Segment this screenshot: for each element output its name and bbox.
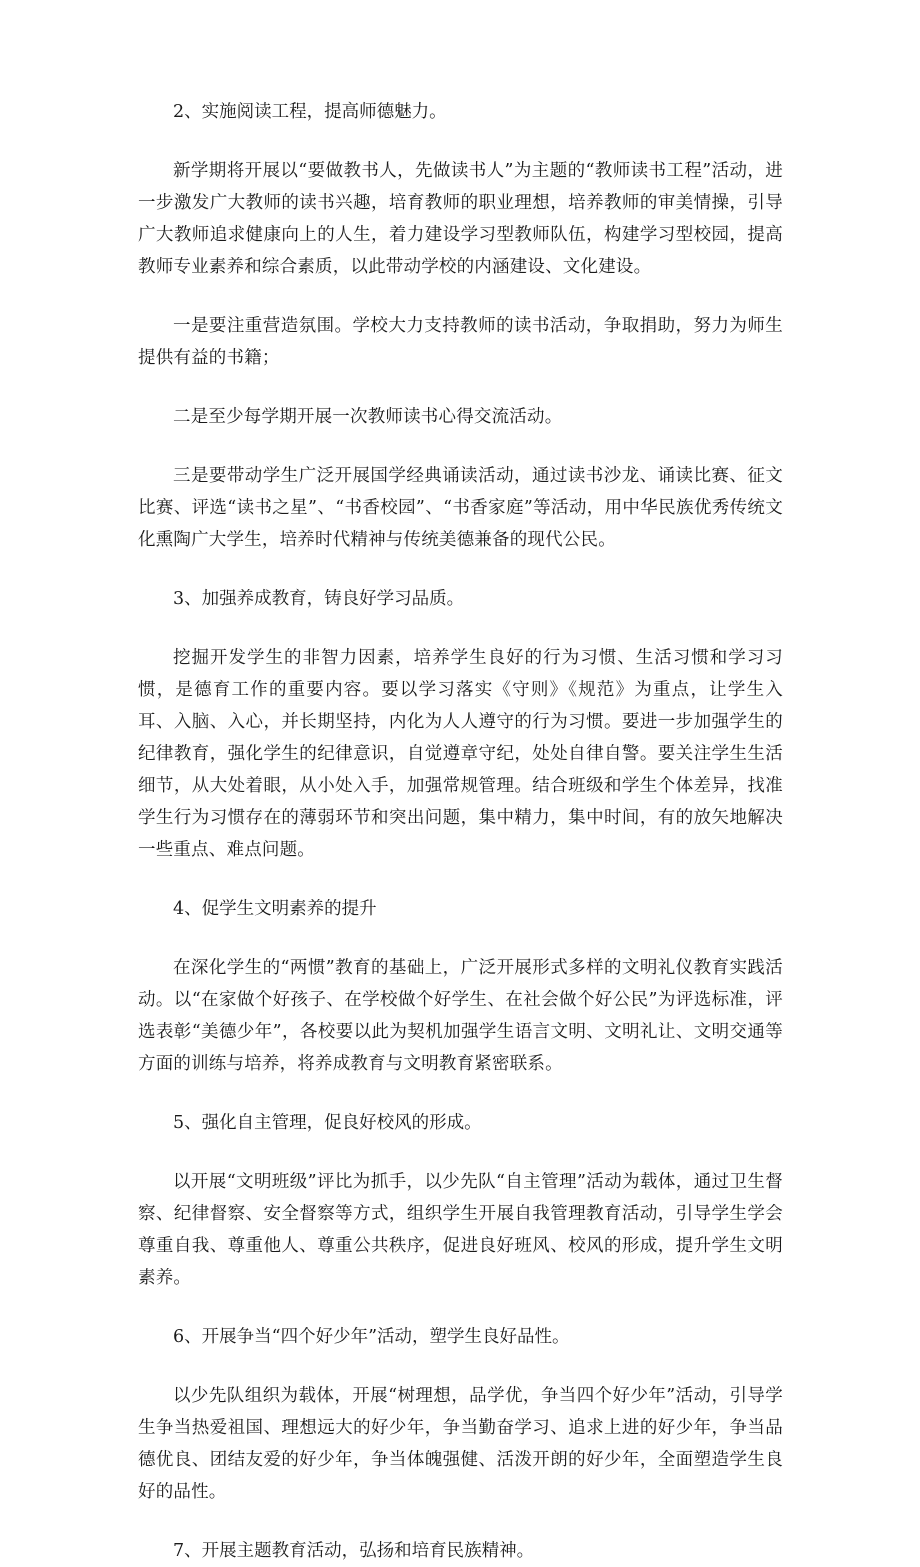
paragraph-classics-reading: 三是要带动学生广泛开展国学经典诵读活动，通过读书沙龙、诵读比赛、征文比赛、评选“读书之星”、“书香校园”、“书香家庭”等活动，用中华民族优秀传统文化熏陶广大学生，培养时代精神与传统美德兼备的现代公民。 [138,466,783,550]
paragraph-self-management: 以开展“文明班级”评比为抓手，以少先队“自主管理”活动为载体，通过卫生督察、纪律督察、安全督察等方式，组织学生开展自我管理教育活动，引导学生学会尊重自我、尊重他人、尊重公共秩序，促进良好班风、校风的形成，提升学生文明素养。 [138,1172,783,1288]
section-heading-7: 7、开展主题教育活动，弘扬和培育民族精神。 [173,1541,535,1561]
paragraph-exchange: 二是至少每学期开展一次教师读书心得交流活动。 [173,407,563,427]
paragraph-civility: 在深化学生的“两惯”教育的基础上，广泛开展形式多样的文明礼仪教育实践活动。以“在家做个好孩子、在学校做个好学生、在社会做个好公民”为评选标准，评选表彰“美德少年”，各校要以此为契机加强学生语言文明、文明礼让、文明交通等方面的训练与培养，将养成教育与文明教育紧密联系。 [138,958,783,1074]
section-heading-3: 3、加强养成教育，铸良好学习品质。 [173,589,465,609]
paragraph-four-good-youth: 以少先队组织为载体，开展“树理想，品学优，争当四个好少年”活动，引导学生争当热爱祖国、理想远大的好少年，争当勤奋学习、追求上进的好少年，争当品德优良、团结友爱的好少年，争当体魄强健、活泼开朗的好少年，全面塑造学生良好的品性。 [138,1386,783,1502]
paragraph-atmosphere: 一是要注重营造氛围。学校大力支持教师的读书活动，争取捐助，努力为师生提供有益的书籍； [138,316,783,368]
section-heading-2: 2、实施阅读工程，提高师德魅力。 [173,102,447,122]
section-heading-4: 4、促学生文明素养的提升 [173,899,377,919]
paragraph-reading-project: 新学期将开展以“要做教书人，先做读书人”为主题的“教师读书工程”活动，进一步激发广大教师的读书兴趣，培育教师的职业理想，培养教师的审美情操，引导广大教师追求健康向上的人生，着力建设学习型教师队伍，构建学习型校园，提高教师专业素养和综合素质，以此带动学校的内涵建设、文化建设。 [138,161,783,277]
document-page [138,96,783,1567]
section-heading-6: 6、开展争当“四个好少年”活动，塑学生良好品性。 [173,1327,570,1347]
section-heading-5: 5、强化自主管理，促良好校风的形成。 [173,1113,482,1133]
paragraph-habit-education: 挖掘开发学生的非智力因素，培养学生良好的行为习惯、生活习惯和学习习惯，是德育工作的重要内容。要以学习落实《守则》《规范》为重点，让学生入耳、入脑、入心，并长期坚持，内化为人人遵守的行为习惯。要进一步加强学生的纪律教育，强化学生的纪律意识，自觉遵章守纪，处处自律自警。要关注学生生活细节，从大处着眼，从小处入手，加强常规管理。结合班级和学生个体差异，找准学生行为习惯存在的薄弱环节和突出问题，集中精力，集中时间，有的放矢地解决一些重点、难点问题。 [138,648,783,860]
